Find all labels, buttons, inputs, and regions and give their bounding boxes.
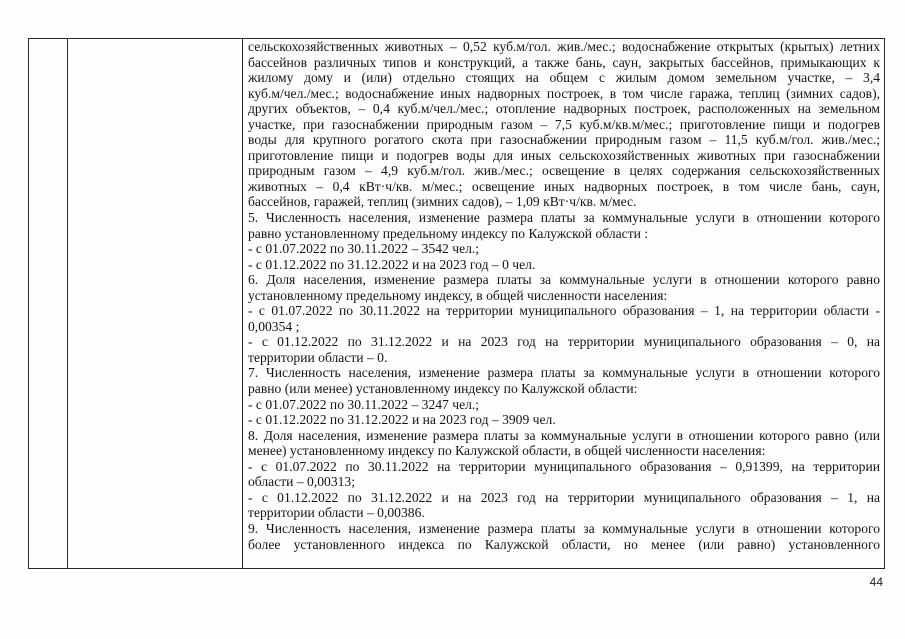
text-line: - с 01.07.2022 по 30.11.2022 – 3542 чел.; — [248, 241, 480, 257]
page-number: 44 — [869, 575, 883, 589]
document-table — [28, 38, 885, 569]
text-line: сельскохозяйственных животных – 0,52 куб.м/гол. жив./мес.; водоснабжение открытых (крытых) летних — [248, 39, 880, 54]
text-line: территории области – 0,00386. — [248, 505, 425, 521]
text-line: области – 0,00313; — [248, 474, 355, 490]
text-line: куб.м/чел./мес.; водоснабжение иных надворных построек, в том числе гаража, теплиц (зимних садов), — [248, 85, 881, 101]
text-line: приготовление пищи и подогрев воды для иных сельскохозяйственных животных при газоснабжении — [248, 147, 881, 163]
text-line: - с 01.07.2022 по 30.11.2022 на территории муниципального образования – 0,91399, на территории — [248, 458, 881, 474]
text-line: 5. Численность населения, изменение размера платы за коммунальные услуги в отношении которого — [248, 210, 881, 226]
number-column-cell — [29, 39, 68, 569]
text-line: животных – 0,4 кВт·ч/кв. м/мес.; освещение иных надворных построек, в том числе бань, саун, — [248, 178, 880, 194]
text-line: более установленного индекса по Калужской области, но менее (или равно) установленного — [248, 536, 880, 552]
text-line: воды для крупного рогатого скота при газоснабжении природным газом – 11,5 куб.м/гол. жив./мес.; — [248, 132, 881, 148]
text-line: - с 01.12.2022 по 31.12.2022 и на 2023 год на территории муниципального образования – 0, на — [248, 334, 881, 350]
text-line: других объектов, – 0,4 куб.м/чел./мес.; отопление надворных построек, расположенных на земельном — [248, 101, 880, 117]
text-line: участке, при газоснабжении природным газом – 7,5 куб.м/кв.м/мес.; приготовление пищи и подогрев — [248, 116, 881, 132]
text-line: - с 01.12.2022 по 31.12.2022 и на 2023 год на территории муниципального образования – 1, на — [248, 489, 881, 505]
text-line: - с 01.07.2022 по 30.11.2022 на территории муниципального образования – 1, на территории области - — [248, 303, 880, 319]
text-line: 8. Доля населения, изменение размера платы за коммунальные услуги в отношении которого равно (или — [248, 427, 881, 443]
text-line: менее) установленному индексу по Калужской области, в общей численности населения: — [248, 443, 766, 459]
name-column-cell — [68, 39, 243, 569]
text-line: бассейнов, гаражей, теплиц (зимних садов), – 1,09 кВт·ч/кв. м/мес. — [248, 194, 637, 210]
text-line: - с 01.07.2022 по 30.11.2022 – 3247 чел.; — [248, 396, 480, 412]
text-line: бассейнов различных типов и конструкций, а также бань, саун, закрытых бассейнов, примыкающих к — [248, 54, 881, 70]
text-line: - с 01.12.2022 по 31.12.2022 и на 2023 год – 0 чел. — [248, 256, 536, 272]
content-column-cell — [243, 39, 885, 569]
text-line: жилому дому и (или) отдельно стоящих на общем с жилым домом земельном участке, – 3,4 — [248, 70, 881, 86]
text-line: 7. Численность населения, изменение размера платы за коммунальные услуги в отношении которого — [248, 365, 881, 381]
text-line: установленному предельному индексу, в общей численности населения: — [248, 287, 668, 303]
text-line: территории области – 0. — [248, 349, 388, 365]
text-line: равно установленному предельному индексу по Калужской области : — [248, 225, 649, 241]
text-line: равно (или менее) установленному индексу по Калужской области: — [248, 381, 638, 397]
text-line: 0,00354 ; — [248, 318, 300, 334]
content-text — [243, 39, 884, 568]
text-line: - с 01.12.2022 по 31.12.2022 и на 2023 год – 3909 чел. — [248, 412, 556, 428]
table-row — [29, 39, 885, 569]
text-line: 6. Доля населения, изменение размера платы за коммунальные услуги в отношении которого равно — [248, 272, 880, 288]
text-line: 9. Численность населения, изменение размера платы за коммунальные услуги в отношении которого — [248, 520, 881, 536]
text-line: природным газом – 4,9 куб.м/гол. жив./мес.; освещение в целях содержания сельскохозяйственных — [248, 163, 881, 179]
